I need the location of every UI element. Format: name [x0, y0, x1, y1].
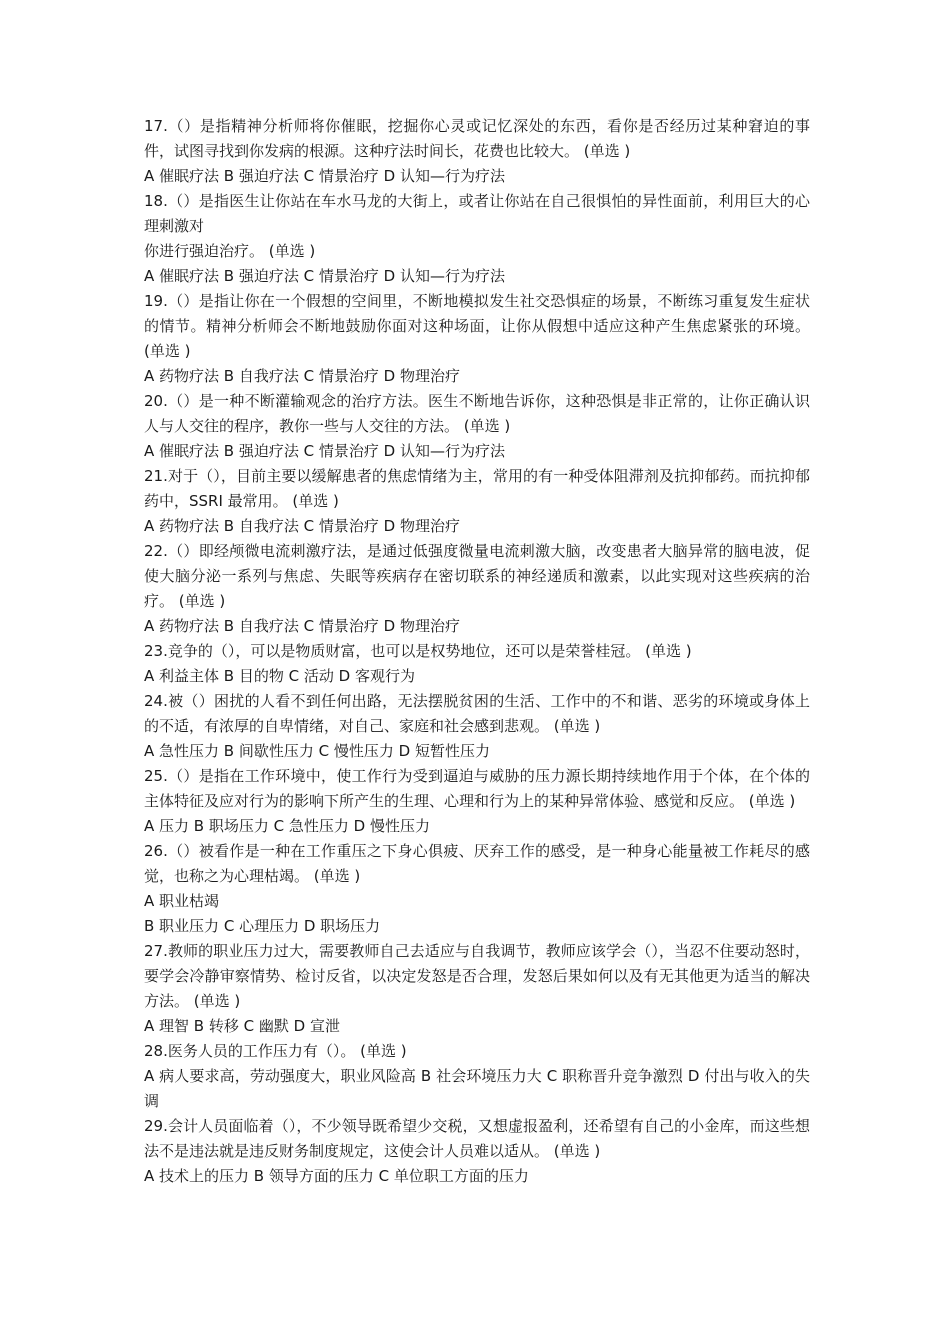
question-19-options: A 药物疗法 B 自我疗法 C 情景治疗 D 物理治疗: [144, 367, 460, 385]
question-19-stem: 19.（）是指让你在一个假想的空间里，不断地模拟发生社交恐惧症的场景，不断练习重复发生症状的情节。精神分析师会不断地鼓励你面对这种场面，让你从假想中适应这种产生焦虑紧张的环境。 (单选 ): [144, 292, 810, 360]
question-26-options-bcd: B 职业压力 C 心理压力 D 职场压力: [144, 917, 381, 935]
question-24-stem: 24.被（）困扰的人看不到任何出路，无法摆脱贫困的生活、工作中的不和谐、恶劣的环境或身体上的不适，有浓厚的自卑情绪，对自己、家庭和社会感到悲观。 (单选 ): [144, 692, 810, 735]
question-28-options: A 病人要求高，劳动强度大，职业风险高 B 社会环境压力大 C 职称晋升竞争激烈 D 付出与收入的失调: [144, 1067, 810, 1110]
question-23-stem: 23.竞争的（），可以是物质财富，也可以是权势地位，还可以是荣誉桂冠。 (单选 ): [144, 642, 692, 660]
question-27-stem: 27.教师的职业压力过大，需要教师自己去适应与自我调节，教师应该学会（），当忍不住要动怒时，要学会冷静审察情势、检讨反省，以决定发怒是否合理，发怒后果如何以及有无其他更为适当的解决方法。 (单选 ): [144, 942, 810, 1010]
question-22-stem: 22.（）即经颅微电流刺激疗法，是通过低强度微量电流刺激大脑，改变患者大脑异常的脑电波，促使大脑分泌一系列与焦虑、失眠等疾病存在密切联系的神经递质和激素，以此实现对这些疾病的治疗。 (单选 ): [144, 542, 810, 610]
question-20-options: A 催眠疗法 B 强迫疗法 C 情景治疗 D 认知—行为疗法: [144, 442, 505, 460]
document-page: [144, 114, 810, 1189]
question-18-options: A 催眠疗法 B 强迫疗法 C 情景治疗 D 认知—行为疗法: [144, 267, 505, 285]
question-17-options: A 催眠疗法 B 强迫疗法 C 情景治疗 D 认知—行为疗法: [144, 167, 505, 185]
question-18-stem: 18.（）是指医生让你站在车水马龙的大街上，或者让你站在自己很惧怕的异性面前，利用巨大的心理刺激对: [144, 192, 810, 235]
question-18-stem-cont: 你进行强迫治疗。 (单选 ): [144, 242, 316, 260]
question-28-stem: 28.医务人员的工作压力有（）。 (单选 ): [144, 1042, 407, 1060]
question-29-options: A 技术上的压力 B 领导方面的压力 C 单位职工方面的压力: [144, 1167, 529, 1185]
question-17-stem: 17.（）是指精神分析师将你催眠，挖掘你心灵或记忆深处的东西，看你是否经历过某种窘迫的事件，试图寻找到你发病的根源。这种疗法时间长，花费也比较大。 (单选 ): [144, 117, 810, 160]
question-25-stem: 25.（）是指在工作环境中，使工作行为受到逼迫与威胁的压力源长期持续地作用于个体，在个体的主体特征及应对行为的影响下所产生的生理、心理和行为上的某种异常体验、感觉和反应。 (单选 ): [144, 767, 810, 810]
question-23-options: A 利益主体 B 目的物 C 活动 D 客观行为: [144, 667, 415, 685]
question-25-options: A 压力 B 职场压力 C 急性压力 D 慢性压力: [144, 817, 430, 835]
question-24-options: A 急性压力 B 间歇性压力 C 慢性压力 D 短暂性压力: [144, 742, 490, 760]
question-26-stem: 26.（）被看作是一种在工作重压之下身心俱疲、厌弃工作的感受，是一种身心能量被工作耗尽的感觉，也称之为心理枯竭。 (单选 ): [144, 842, 810, 885]
question-26-option-a: A 职业枯竭: [144, 892, 220, 910]
question-21-options: A 药物疗法 B 自我疗法 C 情景治疗 D 物理治疗: [144, 517, 460, 535]
question-29-stem: 29.会计人员面临着（），不少领导既希望少交税，又想虚报盈利，还希望有自己的小金库，而这些想法不是违法就是违反财务制度规定，这使会计人员难以适从。 (单选 ): [144, 1117, 810, 1160]
question-21-stem: 21.对于（），目前主要以缓解患者的焦虑情绪为主，常用的有一种受体阻滞剂及抗抑郁药。而抗抑郁药中，SSRI 最常用。 (单选 ): [144, 467, 810, 510]
question-27-options: A 理智 B 转移 C 幽默 D 宣泄: [144, 1017, 340, 1035]
question-22-options: A 药物疗法 B 自我疗法 C 情景治疗 D 物理治疗: [144, 617, 460, 635]
question-20-stem: 20.（）是一种不断灌输观念的治疗方法。医生不断地告诉你，这种恐惧是非正常的，让你正确认识人与人交往的程序，教你一些与人交往的方法。 (单选 ): [144, 392, 810, 435]
